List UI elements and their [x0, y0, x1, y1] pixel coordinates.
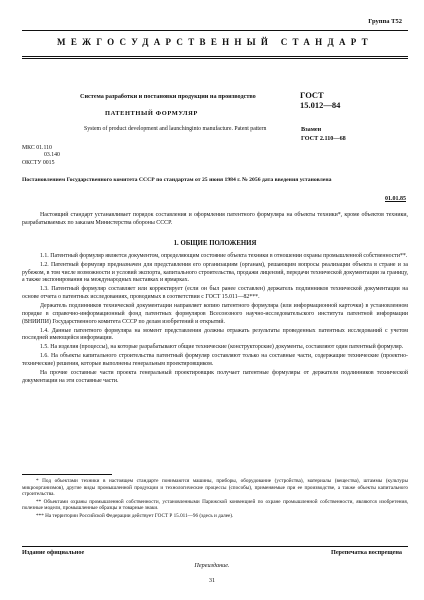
paragraph: 1.5. На изделия (процессы), на которые разрабатывают общие технические (конструкторские) документы, составляют один патентный формуляр. [40, 344, 404, 351]
document-title: ПАТЕНТНЫЙ ФОРМУЛЯР [105, 110, 198, 117]
replaces-value: ГОСТ 2.110—68 [301, 135, 346, 142]
footnote: *** На территории Российской Федерации действует ГОСТ Р 15.011—96 (здесь и далее). [36, 512, 234, 519]
paragraph: 1.6. На объекты капитального строительства патентный формуляр составляют только на составные части, содержащие технические (проектно-технические) решения, которые выполнены генеральным проектировщиком. [22, 353, 408, 367]
system-title: Система разработки и постановки продукции на производство [80, 93, 256, 100]
mks-code: 03.140 [44, 152, 60, 159]
gost-number: 15.012—84 [300, 100, 341, 110]
paragraph: 1.4. Данные патентного формуляра на момент представления должны отражать результаты проведенных патентных исследований с учетом последней имеющейся информации. [22, 327, 408, 342]
gost-label: ГОСТ [300, 90, 324, 100]
reprint-prohibited-label: Перепечатка воспрещена [331, 549, 402, 556]
top-rule [22, 30, 408, 31]
classification-codes [22, 145, 60, 167]
replaces-block [301, 125, 346, 143]
english-title: System of product development and launchinginto manufacture. Patent pattern [84, 126, 267, 132]
header-rule-lower [22, 58, 408, 59]
gost-designation [300, 90, 340, 110]
group-code: Группа Т52 [368, 18, 402, 25]
official-edition-label: Издание официальное [22, 549, 85, 556]
footnote: * Под объектами техники в настоящем стандарте понимаются машины, приборы, оборудование (устройства), материалы (вещества), штаммы (культуры микроорганизмов), другие виды промышленной продукции и технологические процессы (способы), применяемые при ее производстве, а также объекты капитального строительства. [22, 478, 408, 498]
standard-header: МЕЖГОСУДАРСТВЕННЫЙ СТАНДАРТ [57, 37, 373, 47]
bottom-rule [22, 546, 408, 547]
section-title: 1. ОБЩИЕ ПОЛОЖЕНИЯ [173, 240, 257, 247]
header-rule-upper [22, 56, 408, 57]
mks-label: МКС [22, 145, 35, 151]
section-body [22, 253, 408, 387]
mks-code: 01.110 [36, 145, 52, 151]
intro-paragraph: Настоящий стандарт устанавливает порядок составления и оформления патентного формуляра на объекты техники*, кроме объектов техники, разрабатываемых по заказам Министерства обороны СССР. [22, 212, 408, 226]
okstu-code: ОКСТУ 0015 [22, 159, 55, 166]
footnotes [22, 478, 408, 521]
reprint-note: Переиздание. [194, 562, 230, 569]
replaces-label: Взамен [301, 126, 322, 133]
paragraph: На прочие составные части проекта генеральный проектировщик получает патентные формуляры от держателя подлинников технической документации на эти составные части. [22, 369, 408, 384]
effective-date: 01.01.85 [385, 196, 406, 202]
footnote-separator [22, 474, 112, 475]
footnote: ** Объектами охраны промышленной собственности, установленными Парижской конвенцией по охране промышленной собственности, являются изобретения, полезные модели, промышленные образцы и товарные знаки. [22, 498, 408, 512]
paragraph: 1.1. Патентный формуляр является документом, определяющим состояние объекта техники в отношении охраны промышленной собственности**. [40, 253, 408, 259]
decree-text: Постановлением Государственного комитета СССР по стандартам от 25 июня 1984 г. № 2056 дата введения установлена [22, 177, 332, 183]
paragraph: Держатель подлинников технической документации направляет копию патентного формуляра (или информационной карточки) в установленном порядке в справочно-информационный фонд патентных формуляров Всесоюзного научно-исследовательского института патентной информации (ВНИИПИ) Государственного комитета СССР по делам изобретений и открытий. [22, 303, 408, 325]
page-number: 31 [208, 577, 216, 584]
paragraph: 1.2. Патентный формуляр предназначен для представления его организациям (органам), решающим вопросы реализации объекта в стране и за рубежом, в том числе возможности и условий экспорта, капитального строительства, продажи лицензий, передачи технической документации за границу, а также экспонирования на международных выставках и ярмарках. [22, 262, 408, 284]
paragraph: 1.3. Патентный формуляр составляет или корректирует (если он был ранее составлен) держатель подлинников технической документации на основе отчета о патентных исследованиях, проводимых в соответствии с ГОСТ 15.011—82***. [22, 286, 408, 301]
